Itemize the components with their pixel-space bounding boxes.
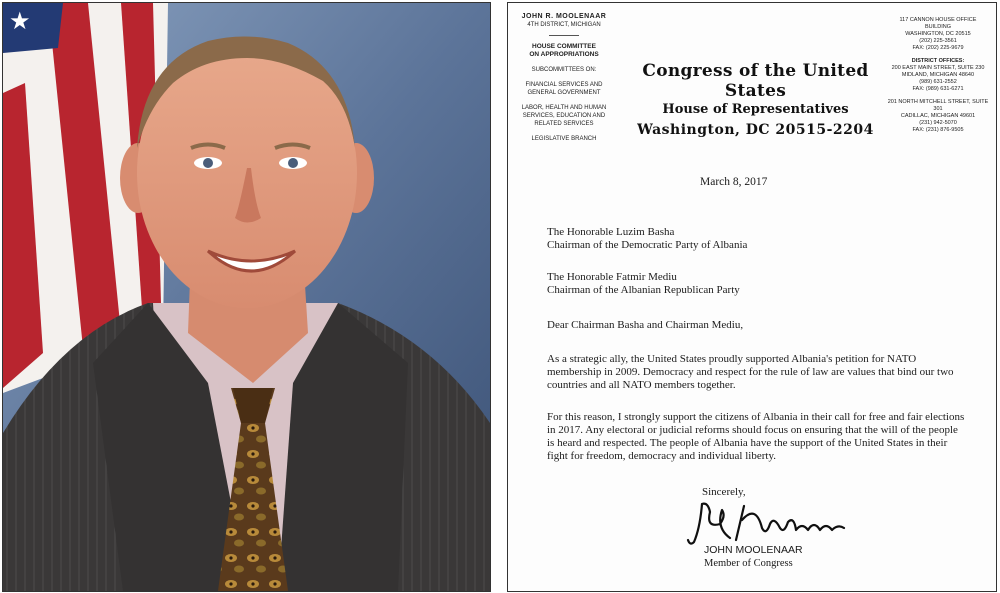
letterhead-left	[514, 13, 614, 143]
subcommittees-header: SUBCOMMITTEES ON:	[531, 67, 597, 73]
member-district: 4TH DISTRICT, MICHIGAN	[527, 22, 601, 28]
dc-office-line-3: (202) 225-3561	[919, 38, 957, 44]
salutation: Dear Chairman Basha and Chairman Mediu,	[547, 319, 744, 331]
letterhead-right	[886, 17, 990, 140]
house-title: House of Representatives	[662, 102, 849, 117]
midland-line-3: (989) 631-2552	[919, 79, 957, 85]
washington-address: Washington, DC 20515-2204	[637, 122, 874, 138]
portrait-illustration	[3, 3, 490, 591]
addressee-1-name: The Honorable Luzim Basha	[547, 226, 675, 238]
member-name: JOHN R. MOOLENAAR	[521, 13, 607, 20]
congress-letter	[507, 2, 997, 592]
dc-office-line-2: WASHINGTON, DC 20515	[905, 31, 971, 37]
district-offices-header: DISTRICT OFFICES:	[911, 58, 965, 64]
letter-date: March 8, 2017	[700, 176, 768, 188]
subcommittee-3: LEGISLATIVE BRANCH	[531, 136, 597, 142]
cadillac-line-1: 201 NORTH MITCHELL STREET, SUITE 301	[887, 99, 989, 112]
signer-block	[704, 543, 803, 571]
cadillac-line-4: FAX: (231) 876-9505	[912, 127, 964, 133]
divider	[549, 35, 579, 36]
addressee-1-title: Chairman of the Democratic Party of Albania	[547, 239, 748, 251]
paragraph-1: As a strategic ally, the United States proudly supported Albania's petition for NATO membership in 2009. Democracy and respect for the rule of law are values that bind our two countries and all NATO members together.	[547, 353, 954, 391]
dc-office-line-1: 117 CANNON HOUSE OFFICE BUILDING	[899, 17, 977, 30]
cadillac-line-2: CADILLAC, MICHIGAN 49601	[900, 113, 976, 119]
midland-line-1: 200 EAST MAIN STREET, SUITE 230	[891, 65, 985, 71]
committee-line-1: HOUSE COMMITTEE	[532, 43, 596, 50]
dc-office-line-4: FAX: (202) 225-9679	[912, 45, 964, 51]
subcommittee-1: FINANCIAL SERVICES AND GENERAL GOVERNMENT	[525, 82, 603, 96]
cadillac-line-3: (231) 942-5070	[919, 120, 957, 126]
addressee-1	[547, 226, 967, 252]
committee-line-2: ON APPROPRIATIONS	[529, 51, 599, 58]
portrait-photo	[2, 2, 491, 592]
signer-title: Member of Congress	[704, 558, 793, 569]
letterhead-center	[623, 61, 888, 141]
addressee-2-title: Chairman of the Albanian Republican Party	[547, 284, 740, 296]
subcommittee-2: LABOR, HEALTH AND HUMAN SERVICES, EDUCATION AND RELATED SERVICES	[521, 105, 607, 127]
signer-name: JOHN MOOLENAAR	[704, 544, 803, 556]
midland-line-4: FAX: (989) 631-6271	[912, 86, 964, 92]
addressee-2	[547, 271, 967, 297]
svg-text:★: ★	[9, 7, 31, 35]
midland-line-2: MIDLAND, MICHIGAN 48640	[901, 72, 975, 78]
addressee-2-name: The Honorable Fatmir Mediu	[547, 271, 677, 283]
closing: Sincerely,	[702, 486, 746, 498]
congress-title: Congress of the United States	[642, 61, 869, 101]
paragraph-2: For this reason, I strongly support the citizens of Albania in their call for free and fair elections in 2017. Any electoral or judicial reforms should focus on ensuring that the will of the people is heard and respected. The people of Albania have the support of the United States in their fight for freedom, democracy and individual liberty.	[547, 411, 965, 462]
